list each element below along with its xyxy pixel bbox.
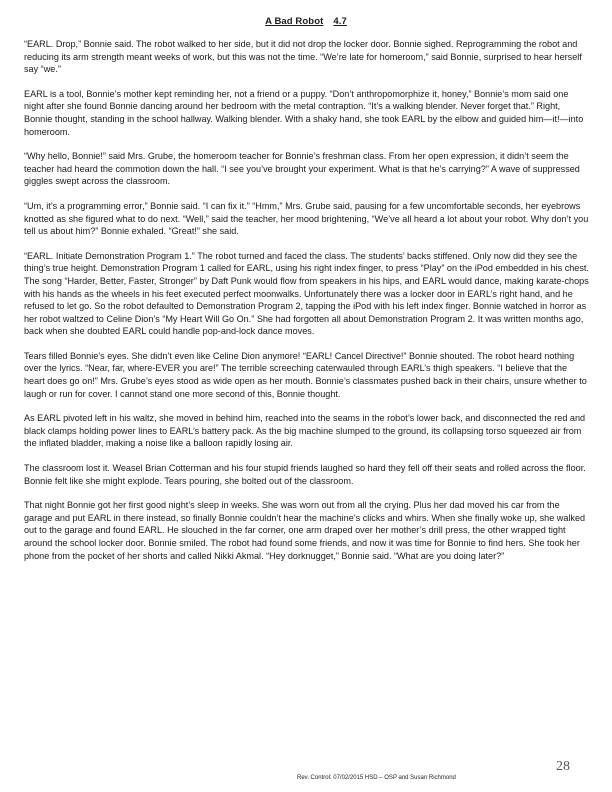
paragraph: As EARL pivoted left in his waltz, she moved in behind him, reached into the seams in the robot’s lower back, and disconnected the red and black clamps holding power lines to EARL’s battery pack. As the big machine slumped to the ground, its collapsing torso squeezed air from the inflated bladder, making a noise like a balloon rapidly losing air.	[24, 413, 586, 449]
paragraph: The classroom lost it. Weasel Brian Cotterman and his four stupid friends laughed so hard they fell off their seats and rolled across the floor. Bonnie felt like she might explode. Tears pouring, she bolted out of the classroom.	[24, 463, 586, 486]
revision-footer: Rev. Control: 07/02/2015 HSD – OSP and Susan Richmond	[297, 775, 456, 781]
page-number: 28	[556, 759, 570, 774]
paragraph: That night Bonnie got her first good night’s sleep in weeks. She was worn out from all the crying. Plus her dad moved his car from the garage and put EARL in there instead, so finally Bonnie couldn’t hear the machine’s clicks and whirs. When she finally woke up, she walked out to the garage and found EARL. He slouched in the far corner, one arm draped over her mother’s drill press, the other wrapped tight around the school locker door. Bonnie smiled. The robot had found some friends, and now it was time for Bonnie to find hers. She took her phone from the pocket of her shorts and called Nikki Akmal. “Hey dorknugget,” Bonnie said. “What are you doing later?”	[24, 500, 586, 561]
paragraph: Tears filled Bonnie’s eyes. She didn’t even like Celine Dion anymore! “EARL! Cancel Directive!” Bonnie shouted. The robot heard nothing over the lyrics. “Near, far, where-EVER you are!” The terrible screeching caterwauled through EARL’s thigh speakers. “I believe that the heart does go on!” Mrs. Grube’s eyes stood as wide open as her mouth. Bonnie’s classmates pushed back in their chairs, unsure whether to laugh or run for cover. I cannot stand one more second of this, Bonnie thought.	[24, 350, 587, 399]
paragraph: EARL is a tool, Bonnie’s mother kept reminding her, not a friend or a puppy. “Don’t anthropomorphize it, honey,” Bonnie’s mom said one night after she found Bonnie dancing around her bedroom with the metal contraption. “It’s a walking blender. Never forget that.” Right, Bonnie thought, standing in the school hallway. Walking blender. With a shaky hand, she took EARL by the elbow and guided him—it!—into homeroom.	[24, 88, 584, 137]
story-body	[24, 38, 590, 574]
page-title	[0, 16, 612, 27]
paragraph: “Um, it’s a programming error,” Bonnie said. “I can fix it.” “Hmm,” Mrs. Grube said, pausing for a few uncomfortable seconds, her eyebrows knotted as she figured what to do next. “Well,” said the teacher, her mood brightening, “We’ve all heard a lot about your robot. Why don’t you tell us about him?” Bonnie exhaled. “Great!” she said.	[24, 200, 589, 237]
lesson-code: 4.7	[333, 16, 347, 27]
paragraph: “EARL. Drop,” Bonnie said. The robot walked to her side, but it did not drop the locker door. Bonnie sighed. Reprogramming the robot and reducing its arm strength meant weeks of work, but this was not the time. “We’re late for homeroom,” said Bonnie, surprised to hear herself say “we.”	[24, 39, 582, 75]
paragraph: “Why hello, Bonnie!” said Mrs. Grube, the homeroom teacher for Bonnie’s freshman class. From her open expression, it didn’t seem the teacher had heard the commotion down the hall. “I see you’ve brought your experiment. What is that he’s carrying?” A wave of suppressed giggles swept across the classroom.	[24, 151, 580, 187]
paragraph: “EARL. Initiate Demonstration Program 1.” The robot turned and faced the class. The students’ backs stiffened. Only now did they see the thing’s true height. Demonstration Program 1 called for EARL, using his right index finger, to press “Play” on the iPod embedded in his chest. The song “Harder, Better, Faster, Stronger” by Daft Punk would flow from speakers in his hips, and EARL would dance, making karate-chops with his hands as the wheels in his feet executed perfect moonwalks. Unfortunately there was a locker door in EARL’s right hand, and he refused to let go. So the robot defaulted to Demonstration Program 2, tapping the iPod with his left index finger. Bonnie watched in horror as her robot waltzed to Celine Dion’s “My Heart Will Go On.” She had forgotten all about Demonstration Program 2. It was written months ago, back when she doubted EARL could handle pop-and-lock dance moves.	[24, 250, 589, 337]
story-title: A Bad Robot	[265, 16, 324, 27]
